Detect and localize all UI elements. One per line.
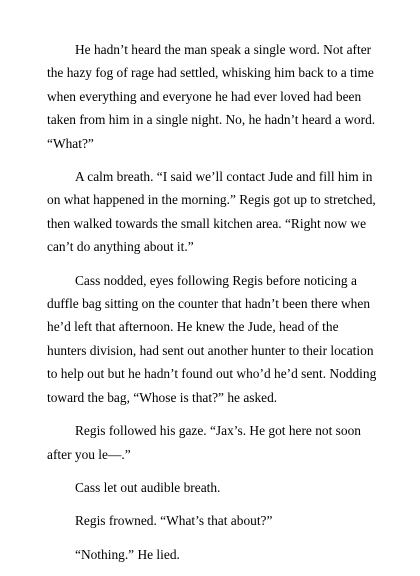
paragraph-6: Regis frowned. “What’s that about?”	[75, 513, 273, 529]
paragraph-3: Cass nodded, eyes following Regis before noticing a duffle bag sitting on the counter that hadn’t been there when he’d left that afternoon. He knew the Jude, head of the hunters division, had sent out another hunter to their location to help out but he hadn’t found out who’d he’d sent. Nodding toward the bag, “Whose is that?” he asked.	[47, 272, 377, 405]
document-page	[47, 38, 381, 576]
paragraph-4: Regis followed his gaze. “Jax’s. He got here not soon after you le—.”	[47, 423, 361, 462]
paragraph-1: He hadn’t heard the man speak a single word. Not after the hazy fog of rage had settled, whisking him back to a time when everything and everyone he had ever loved had been taken from him in a single night. No, he hadn’t heard a word. “What?”	[47, 42, 376, 151]
paragraph-2: A calm breath. “I said we’ll contact Jude and fill him in on what happened in the morning.” Regis got up to stretched, then walked towards the small kitchen area. “Right now we can’t do anything about it.”	[47, 169, 376, 255]
paragraph-7: “Nothing.” He lied.	[75, 546, 180, 562]
paragraph-5: Cass let out audible breath.	[75, 479, 221, 495]
